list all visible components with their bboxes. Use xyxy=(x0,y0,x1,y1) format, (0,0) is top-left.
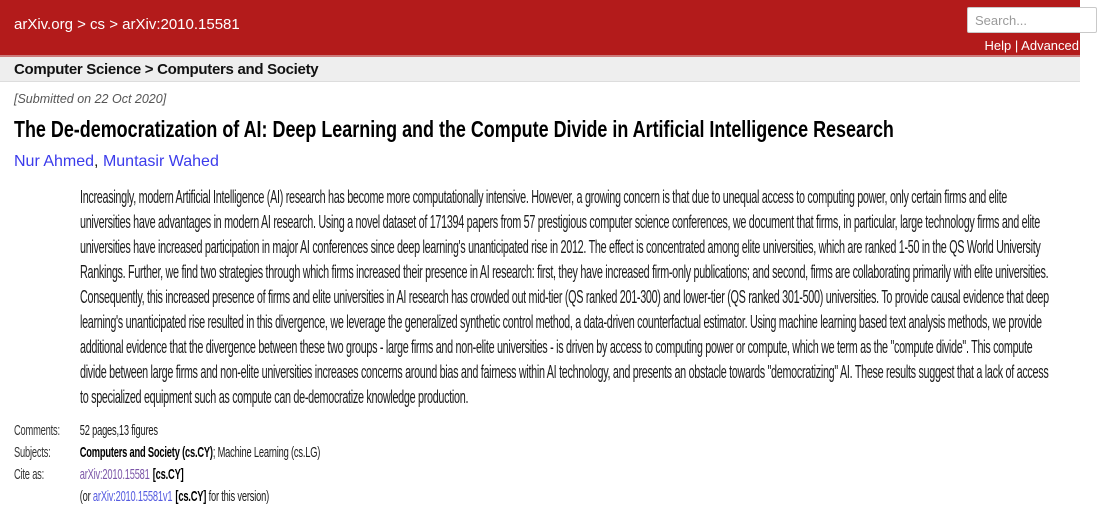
paper-title: The De-democratization of AI: Deep Learning and the Compute Divide in Artificial Intelligence Research xyxy=(14,116,894,142)
advanced-search-link[interactable]: Advanced xyxy=(1021,38,1079,53)
help-link[interactable]: Help xyxy=(984,38,1012,53)
cite-arxiv-id-link[interactable]: arXiv:2010.15581 xyxy=(79,466,150,483)
search-input[interactable] xyxy=(967,7,1097,33)
breadcrumb-separator: > xyxy=(72,16,91,33)
help-divider: | xyxy=(1011,38,1022,53)
author-separator: , xyxy=(94,153,103,170)
cite-as-row xyxy=(14,464,1068,486)
author-link-muntasir-wahed[interactable]: Muntasir Wahed xyxy=(102,153,219,170)
breadcrumb xyxy=(14,16,240,33)
comments-row xyxy=(14,420,1068,442)
subjects-label: Subjects: xyxy=(14,444,51,461)
cite-as-label: Cite as: xyxy=(14,466,45,483)
secondary-subject: ; Machine Learning (cs.LG) xyxy=(212,444,321,461)
comments-label: Comments: xyxy=(14,422,60,439)
comments-value: 52 pages,13 figures xyxy=(79,422,158,439)
breadcrumb-separator: > xyxy=(105,16,123,33)
cite-as-value xyxy=(80,464,184,486)
metadata-table xyxy=(14,420,1068,508)
top-banner xyxy=(0,0,1080,57)
version-label-spacer xyxy=(14,486,80,508)
version-suffix: for this version) xyxy=(206,488,269,505)
subjects-row xyxy=(14,442,1068,464)
author-link-nur-ahmed[interactable]: Nur Ahmed xyxy=(14,153,95,170)
breadcrumb-paper-id-link[interactable]: arXiv:2010.15581 xyxy=(122,16,240,33)
cite-category: [cs.CY] xyxy=(152,466,184,483)
help-links xyxy=(985,38,1079,53)
version-row xyxy=(14,486,1068,508)
version-prefix: (or xyxy=(79,488,93,505)
abstract-text: Increasingly, modern Artificial Intelligence (AI) research has become more computationally intensive. However, a growing concern is that due to unequal access to computing power, only certain firms and elite universities have advantages in modern AI research. Using a novel dataset of 171394 papers from 57 prestigious computer science conferences, we document that firms, in particular, large technology firms and elite universities have increased participation in major AI conferences since deep learning's unanticipated rise in 2012. The effect is concentrated among elite universities, which are ranked 1-50 in the QS World University Rankings. Further, we find two strategies through which firms increased their presence in AI research: first, they have increased firm-only publications; and second, firms are collaborating primarily with elite universities. Consequently, this increased presence of firms and elite universities in AI research has crowded out mid-tier (QS ranked 201-300) and lower-tier (QS ranked 301-500) universities. To provide causal evidence that deep learning's unanticipated rise resulted in this divergence, we leverage the generalized synthetic control method, a data-driven counterfactual estimator. Using machine learning based text analysis methods, we provide additional evidence that the divergence between these two groups - large firms and non-elite universities - is driven by access to computing power or compute, which we term as the "compute divide". This compute divide between large firms and non-elite universities increases concerns around bias and fairness within AI technology, and presents an obstacle towards "democratizing" AI. These results suggest that a lack of access to specialized equipment such as compute can de-democratize knowledge production. xyxy=(80,187,1049,407)
version-arxiv-id-link[interactable]: arXiv:2010.15581v1 xyxy=(92,488,173,505)
primary-subject: Computers and Society (cs.CY) xyxy=(79,444,213,461)
abstract-page-content xyxy=(0,82,1080,508)
version-value xyxy=(80,486,269,508)
version-category: [cs.CY] xyxy=(175,488,207,505)
breadcrumb-cs-link[interactable]: cs xyxy=(90,16,106,33)
authors-line xyxy=(14,153,1052,171)
subjects-value xyxy=(80,442,320,464)
submission-date: [Submitted on 22 Oct 2020] xyxy=(14,92,167,106)
breadcrumb-arxiv-link[interactable]: arXiv.org xyxy=(14,16,73,33)
subject-breadcrumb-bar[interactable]: Computer Science > Computers and Society xyxy=(0,57,1080,82)
